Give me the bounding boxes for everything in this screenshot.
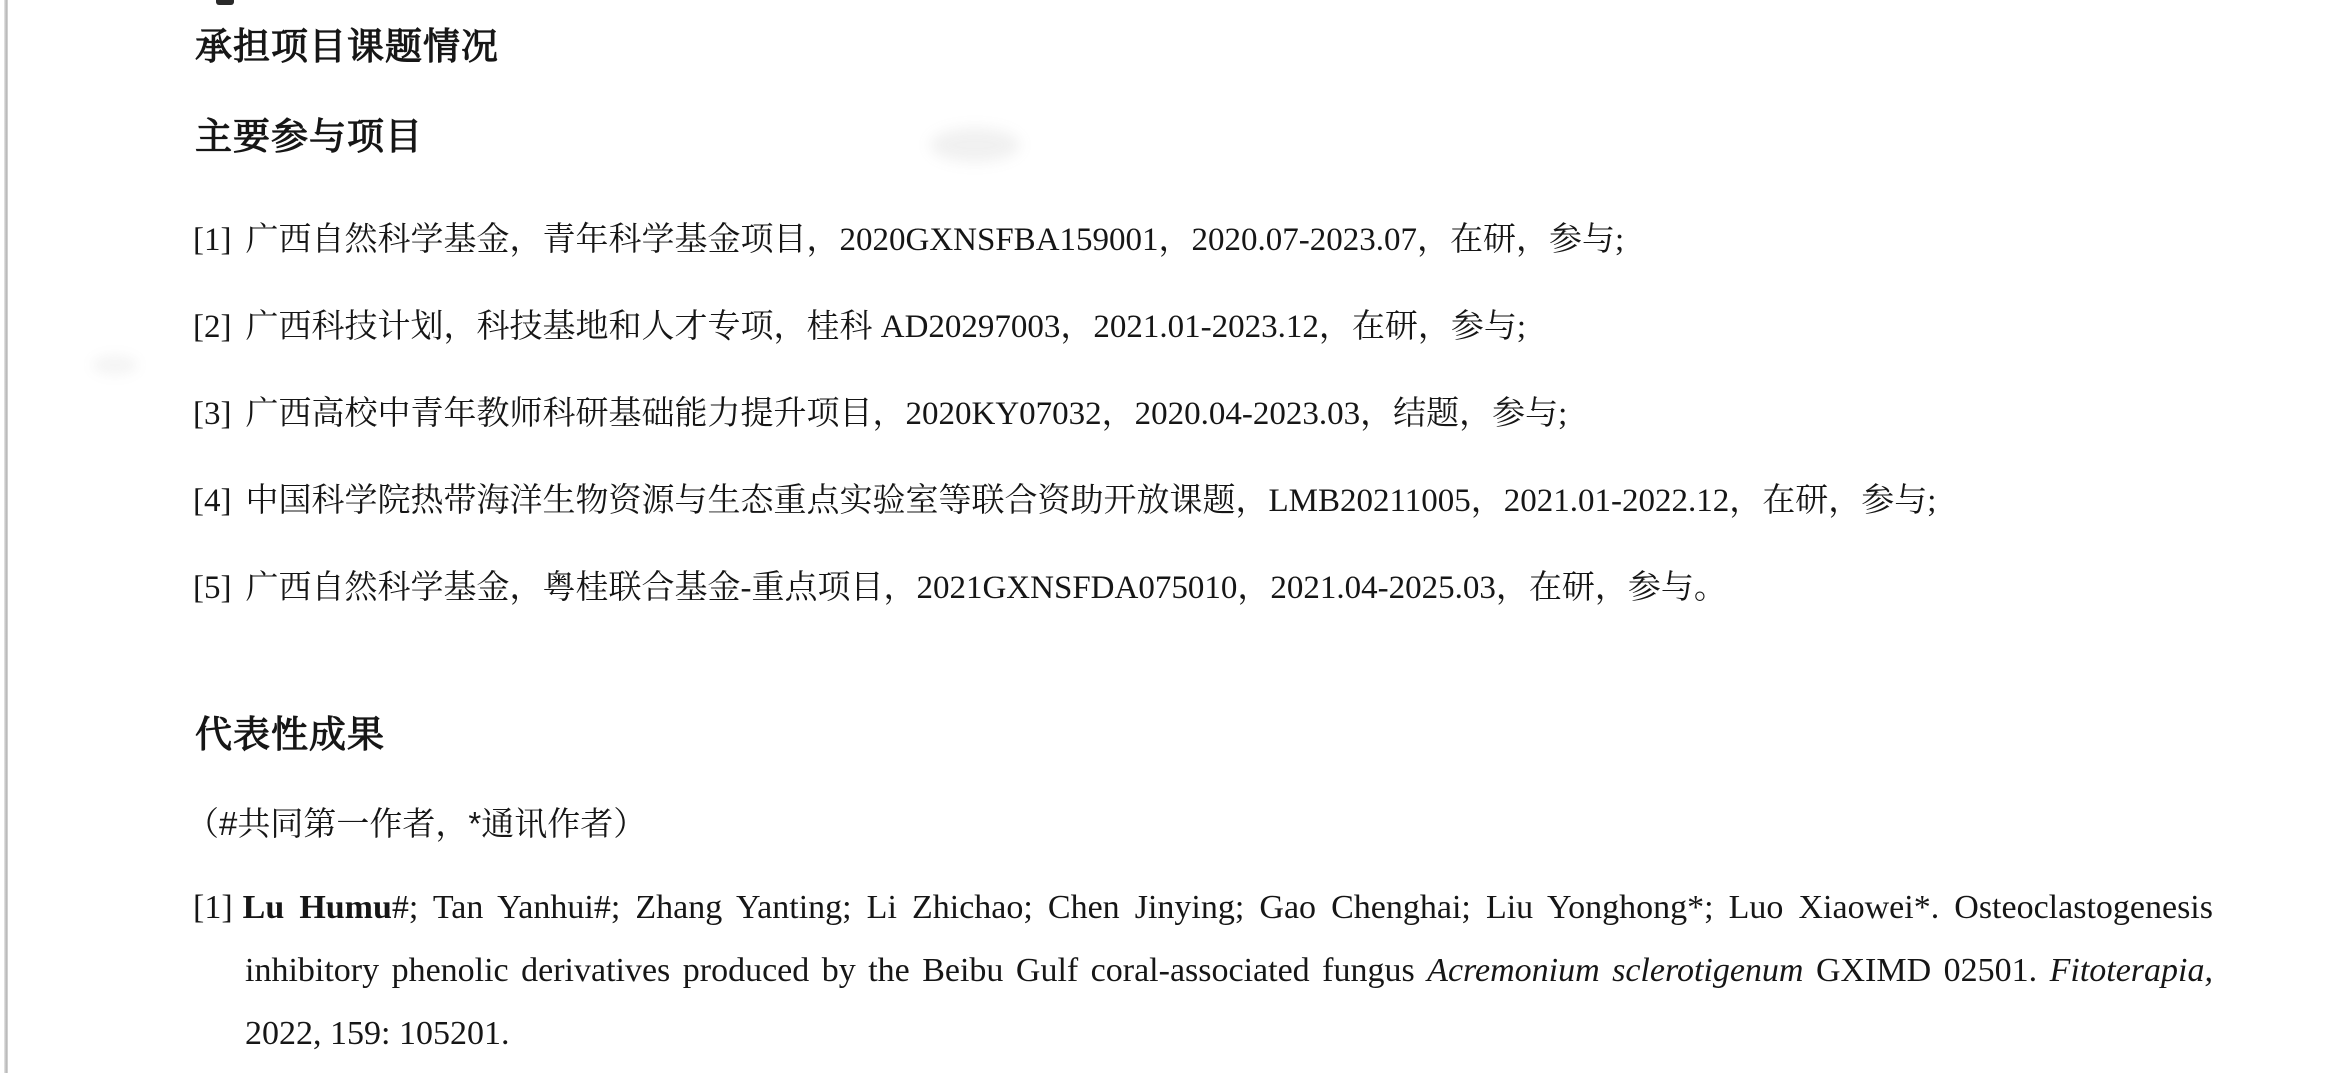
project-item-text: 广西科技计划，科技基地和人才专项，桂科 AD20297003，2021.01-2023.12，在研，参与;: [245, 309, 1527, 345]
project-item-marker: [1]: [193, 222, 232, 258]
scan-smudge: [930, 128, 1020, 162]
project-item-text: 广西自然科学基金，青年科学基金项目，2020GXNSFBA159001，2020.07-2023.07，在研，参与;: [245, 222, 1625, 258]
section-title-publications: 代表性成果: [195, 714, 385, 755]
publication-segment: GXIMD 02501.: [1803, 952, 2050, 989]
authorship-note: （#共同第一作者，*通讯作者）: [186, 805, 647, 842]
publication-segment: #; Tan Yanhui#; Zhang Yanting; Li Zhichao; Chen Jinying; Gao Chenghai; Liu Yonghong*; Luo Xiaowei*. Osteoclastogenesis inhibitory phenolic derivatives produced by the Beibu Gulf coral-associated fungus: [245, 889, 2213, 989]
scan-edge-strip: [4, 0, 8, 1073]
publication-segment: Lu Humu: [242, 889, 392, 926]
publication-item-marker: [1]: [193, 889, 233, 926]
project-item: [193, 479, 1936, 523]
project-item: [193, 218, 1624, 262]
publication-item: [193, 876, 2213, 1065]
project-item-text: 广西高校中青年教师科研基础能力提升项目，2020KY07032，2020.04-2023.03，结题，参与;: [245, 396, 1568, 432]
scan-smudge: [92, 355, 138, 375]
project-item: [193, 305, 1526, 349]
project-item-text: 广西自然科学基金，粤桂联合基金-重点项目，2021GXNSFDA075010，2021.04-2025.03，在研，参与。: [245, 570, 1727, 606]
project-item-text: 中国科学院热带海洋生物资源与生态重点实验室等联合资助开放课题，LMB20211005，2021.01-2022.12，在研，参与;: [245, 483, 1937, 519]
publication-segment: 2022, 159: 105201.: [245, 1015, 510, 1052]
publication-segment: Fitoterapia,: [2049, 952, 2213, 989]
project-item-marker: [2]: [193, 309, 232, 345]
scan-artifact-top: [216, 0, 234, 5]
project-item-marker: [4]: [193, 483, 232, 519]
project-item-marker: [5]: [193, 570, 232, 606]
publication-rich-text: [243, 889, 2213, 1052]
section-subtitle-main-projects: 主要参与项目: [195, 116, 423, 157]
project-item: [193, 566, 1727, 610]
section-title-projects: 承担项目课题情况: [195, 26, 499, 67]
publication-segment: Acremonium sclerotigenum: [1427, 952, 1804, 989]
project-item-marker: [3]: [193, 396, 232, 432]
project-item: [193, 392, 1567, 436]
